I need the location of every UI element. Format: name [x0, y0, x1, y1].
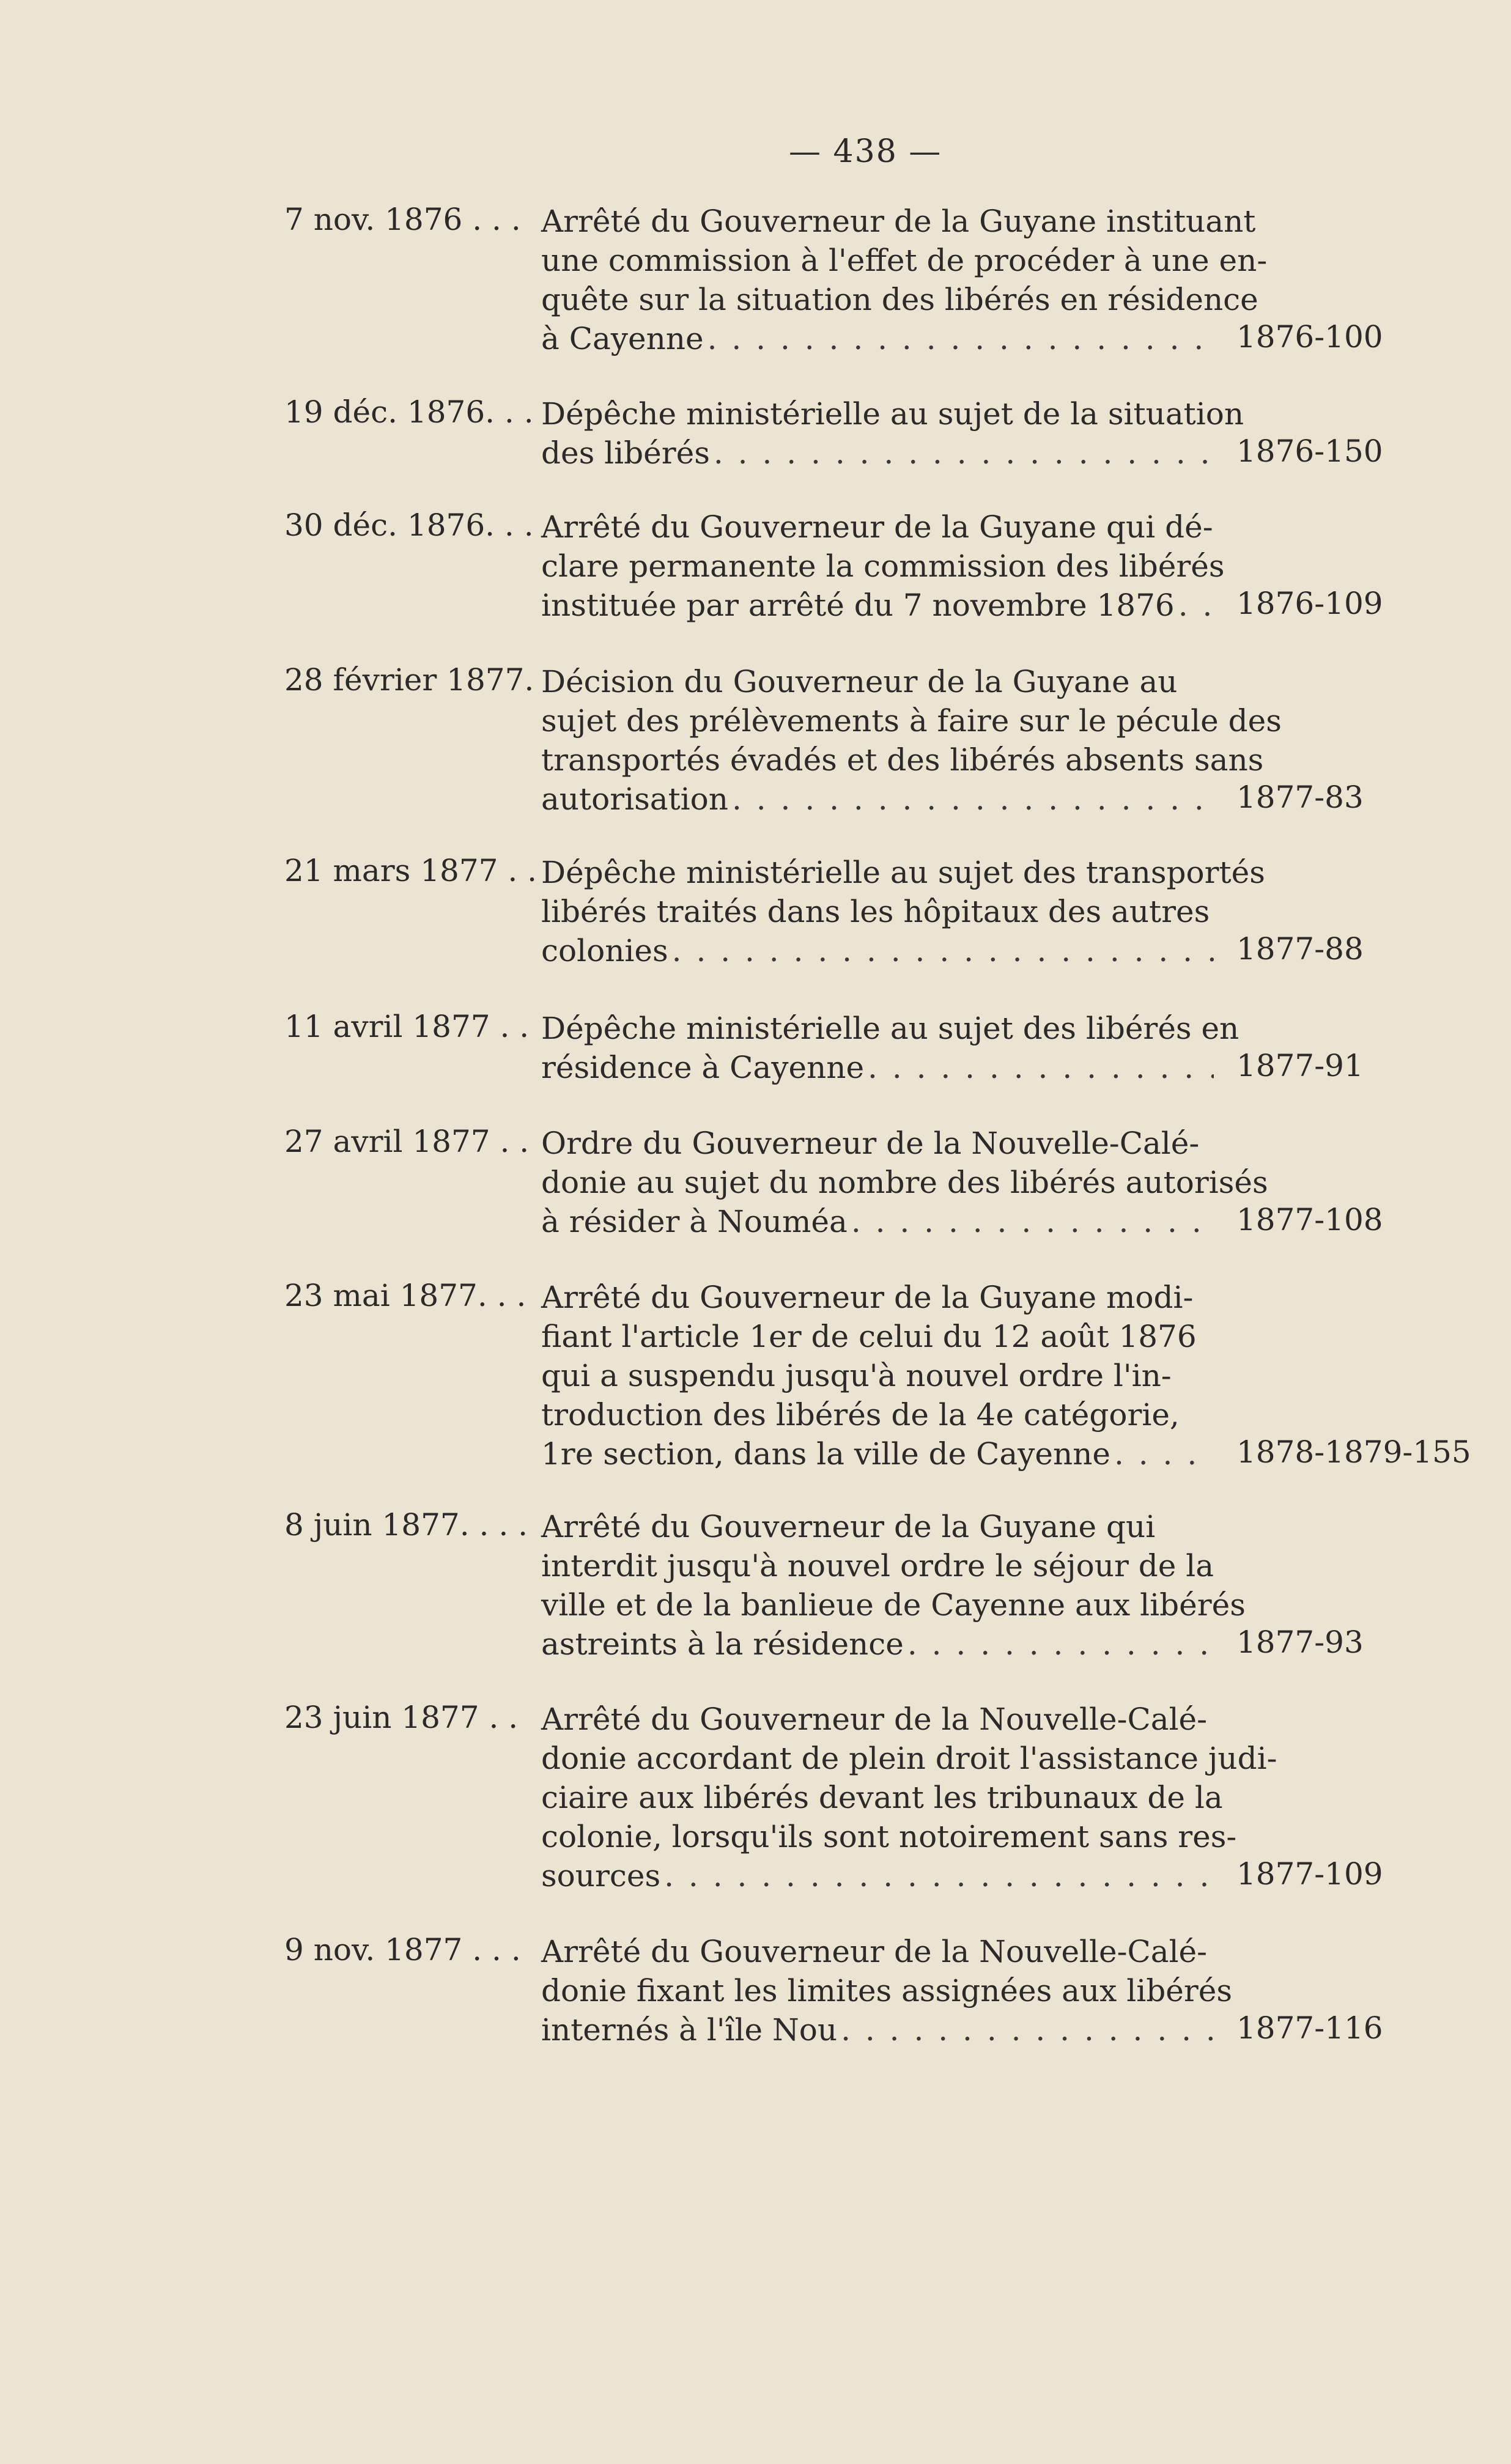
- entry-line: Arrêté du Gouverneur de la Guyane qui: [541, 1509, 1156, 1544]
- entry-line: à Cayenne: [541, 321, 704, 356]
- entry-line: interdit jusqu'à nouvel ordre le séjour de la: [541, 1548, 1214, 1584]
- entry-reference: 1877-83: [1236, 780, 1364, 815]
- entry-reference: 1877-116: [1236, 2010, 1383, 2046]
- entry-line: Arrêté du Gouverneur de la Guyane qui dé-: [541, 509, 1213, 545]
- entry-line: Décision du Gouverneur de la Guyane au: [541, 664, 1178, 699]
- entry-line: résidence à Cayenne: [541, 1050, 865, 1085]
- leader-dots: [1178, 586, 1214, 625]
- entry-text: [541, 1124, 1268, 1241]
- entry-line: ville et de la banlieue de Cayenne aux libérés: [541, 1587, 1246, 1623]
- entry-line: Dépêche ministérielle au sujet des libérés en: [541, 1011, 1239, 1046]
- entry-line: astreints à la résidence: [541, 1626, 904, 1662]
- entry-text: [541, 202, 1268, 358]
- entry-line: des libérés: [541, 435, 710, 471]
- entry-date: 27 avril 1877 . .: [284, 1124, 530, 1159]
- entry-text: [541, 507, 1225, 625]
- entry-line: fiant l'article 1er de celui du 12 août 1876: [541, 1319, 1197, 1354]
- leader-dots: [707, 319, 1214, 358]
- entry-line: donie fixant les limites assignées aux libérés: [541, 1973, 1232, 2008]
- entry-line: colonie, lorsqu'ils sont notoirement sans res-: [541, 1819, 1237, 1854]
- entry-line: donie au sujet du nombre des libérés autorisés: [541, 1165, 1268, 1200]
- entry-line: clare permanente la commission des libérés: [541, 548, 1225, 584]
- entry-date: 9 nov. 1877 . . .: [284, 1932, 521, 1968]
- page-number: — 438 —: [789, 133, 942, 170]
- entry-line: donie accordant de plein droit l'assistance judi-: [541, 1741, 1277, 1776]
- leader-dots: [907, 1625, 1214, 1664]
- entry-date: 30 déc. 1876. . .: [284, 507, 534, 543]
- entry-text: [541, 853, 1265, 970]
- entry-line: troduction des libérés de la 4e catégorie,: [541, 1397, 1180, 1433]
- entry-text: [541, 1507, 1246, 1664]
- entry-line: sujet des prélèvements à faire sur le pécule des: [541, 703, 1282, 739]
- entry-line: Arrêté du Gouverneur de la Nouvelle-Calé-: [541, 1702, 1208, 1737]
- leader-dots: [664, 1856, 1214, 1895]
- entry-line: Arrêté du Gouverneur de la Guyane modi-: [541, 1280, 1194, 1315]
- leader-dots: [1114, 1434, 1214, 1474]
- entry-reference: 1877-108: [1236, 1202, 1383, 1238]
- leader-dots: [732, 780, 1214, 819]
- entry-reference: 1877-93: [1236, 1625, 1364, 1660]
- entry-date: 21 mars 1877 . .: [284, 853, 538, 888]
- entry-line: Dépêche ministérielle au sujet de la situation: [541, 396, 1244, 432]
- entry-line: Arrêté du Gouverneur de la Nouvelle-Calé-: [541, 1934, 1208, 1969]
- entry-reference: 1878-1879-155: [1236, 1434, 1471, 1470]
- entry-line: internés à l'île Nou: [541, 2012, 838, 2048]
- entry-text: [541, 1932, 1232, 2049]
- entry-reference: 1877-88: [1236, 931, 1364, 967]
- entry-date: 28 février 1877.: [284, 662, 534, 698]
- entry-text: [541, 1700, 1277, 1895]
- entry-line: instituée par arrêté du 7 novembre 1876: [541, 588, 1175, 623]
- entry-date: 8 juin 1877. . . .: [284, 1507, 528, 1543]
- entry-reference: 1876-100: [1236, 319, 1383, 355]
- entry-text: [541, 394, 1244, 473]
- entry-line: 1re section, dans la ville de Cayenne: [541, 1436, 1110, 1472]
- entry-line: Dépêche ministérielle au sujet des transportés: [541, 855, 1265, 890]
- entry-reference: 1876-150: [1236, 433, 1383, 469]
- entry-text: [541, 1009, 1239, 1087]
- entry-text: [541, 662, 1282, 819]
- leader-dots: [714, 433, 1214, 473]
- entry-line: ciaire aux libérés devant les tribunaux de la: [541, 1780, 1223, 1815]
- entry-line: une commission à l'effet de procéder à une en-: [541, 243, 1268, 278]
- entry-line: autorisation: [541, 781, 728, 817]
- leader-dots: [851, 1202, 1214, 1241]
- entry-reference: 1877-109: [1236, 1856, 1383, 1892]
- entry-line: Ordre du Gouverneur de la Nouvelle-Calé-: [541, 1126, 1200, 1161]
- leader-dots: [868, 1048, 1214, 1087]
- entry-date: 23 juin 1877 . .: [284, 1700, 519, 1735]
- entry-line: à résider à Nouméa: [541, 1204, 848, 1239]
- entry-line: quête sur la situation des libérés en résidence: [541, 282, 1258, 317]
- entry-date: 23 mai 1877. . .: [284, 1278, 526, 1313]
- entry-text: [541, 1278, 1214, 1474]
- entry-line: transportés évadés et des libérés absents sans: [541, 742, 1264, 778]
- entry-line: colonies: [541, 933, 668, 968]
- entry-line: qui a suspendu jusqu'à nouvel ordre l'in-: [541, 1358, 1172, 1393]
- entry-reference: 1877-91: [1236, 1048, 1364, 1083]
- entry-line: Arrêté du Gouverneur de la Guyane instituant: [541, 204, 1256, 239]
- entry-reference: 1876-109: [1236, 586, 1383, 621]
- leader-dots: [841, 2010, 1214, 2049]
- entry-date: 11 avril 1877 . .: [284, 1009, 530, 1044]
- leader-dots: [672, 931, 1214, 970]
- entry-line: libérés traités dans les hôpitaux des autres: [541, 894, 1210, 929]
- entry-date: 7 nov. 1876 . . .: [284, 202, 521, 237]
- entry-line: sources: [541, 1858, 661, 1894]
- entry-date: 19 déc. 1876. . .: [284, 394, 534, 430]
